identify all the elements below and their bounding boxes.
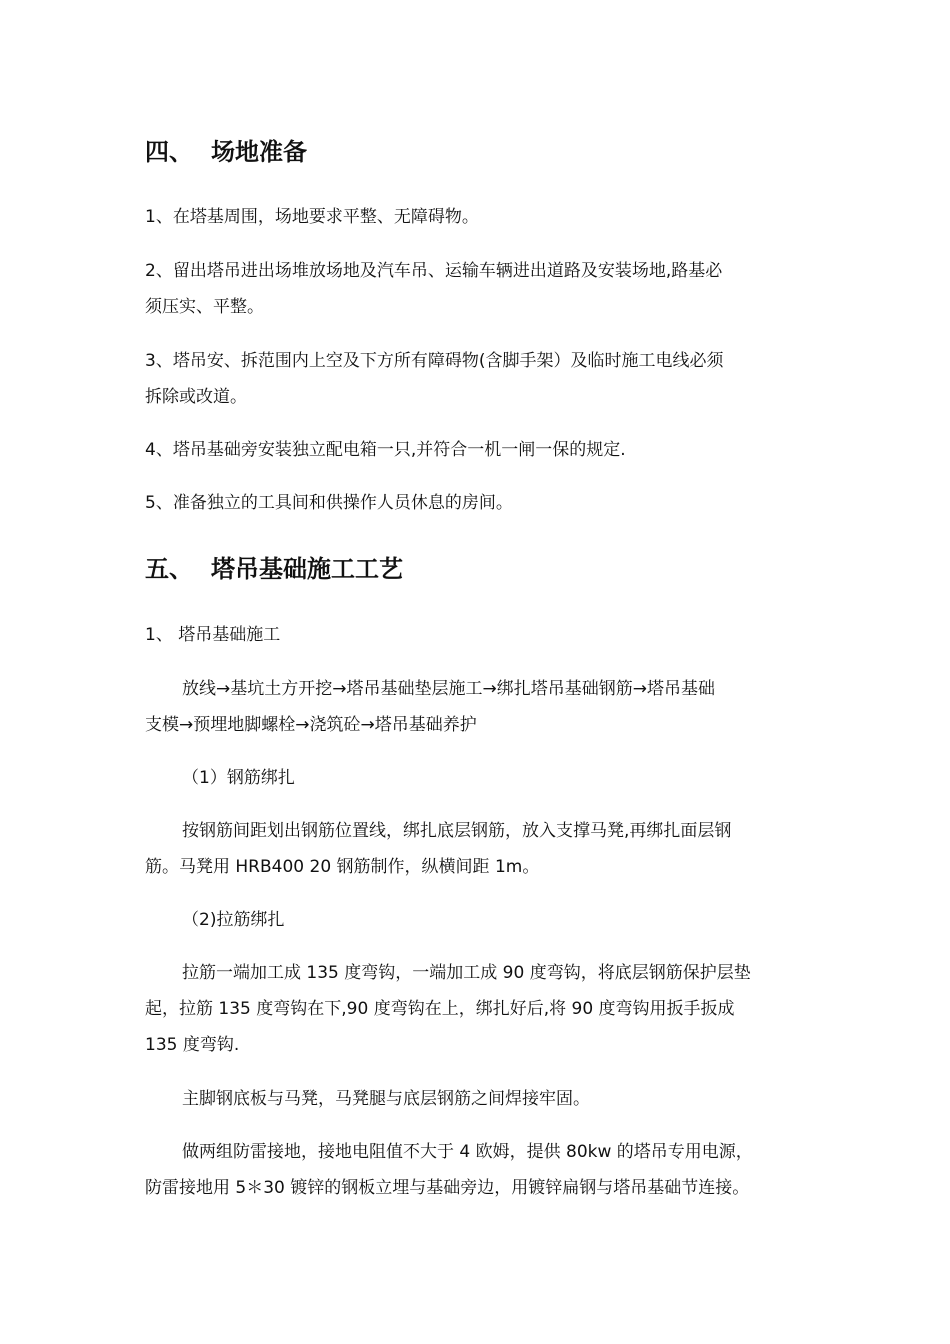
list-item-continued: 拆除或改道。 [145, 387, 247, 407]
paragraph-line: 135 度弯钩. [145, 1035, 240, 1055]
section-number: 四、 [145, 138, 193, 166]
list-item: 3、塔吊安、拆范围内上空及下方所有障碍物(含脚手架）及临时施工电线必须 [145, 351, 724, 371]
section-title: 场地准备 [211, 138, 307, 166]
list-item: 1、在塔基周围，场地要求平整、无障碍物。 [145, 207, 479, 227]
paragraph-line: 起，拉筋 135 度弯钩在下,90 度弯钩在上，绑扎好后,将 90 度弯钩用扳手扳成 [145, 999, 735, 1019]
section-number: 五、 [145, 555, 193, 583]
section-title: 塔吊基础施工工艺 [211, 555, 403, 583]
section-heading-4 [145, 136, 307, 168]
step-title-rebar-binding: （1）钢筋绑扎 [182, 768, 295, 788]
subsection-title: 1、 塔吊基础施工 [145, 625, 281, 645]
list-item: 2、留出塔吊进出场堆放场地及汽车吊、运输车辆进出道路及安装场地,路基必 [145, 261, 723, 281]
process-flow-line: 放线→基坑土方开挖→塔吊基础垫层施工→绑扎塔吊基础钢筋→塔吊基础 [182, 679, 715, 699]
list-item: 5、准备独立的工具间和供操作人员休息的房间。 [145, 493, 513, 513]
section-heading-5 [145, 553, 403, 585]
paragraph-weld: 主脚钢底板与马凳，马凳腿与底层钢筋之间焊接牢固。 [182, 1089, 590, 1109]
list-item: 4、塔吊基础旁安装独立配电箱一只,并符合一机一闸一保的规定. [145, 440, 626, 460]
list-item-continued: 须压实、平整。 [145, 297, 264, 317]
paragraph-line: 筋。马凳用 HRB400 20 钢筋制作，纵横间距 1m。 [145, 857, 540, 877]
step-title-tie-bar-binding: （2)拉筋绑扎 [182, 910, 285, 930]
paragraph-line: 做两组防雷接地，接地电阻值不大于 4 欧姆，提供 80kw 的塔吊专用电源， [182, 1142, 753, 1162]
paragraph-line: 拉筋一端加工成 135 度弯钩，一端加工成 90 度弯钩，将底层钢筋保护层垫 [182, 963, 751, 983]
paragraph-line: 按钢筋间距划出钢筋位置线，绑扎底层钢筋，放入支撑马凳,再绑扎面层钢 [182, 821, 732, 841]
paragraph-line: 防雷接地用 5＊30 镀锌的钢板立埋与基础旁边，用镀锌扁钢与塔吊基础节连接。 [145, 1178, 750, 1198]
process-flow-line: 支模→预埋地脚螺栓→浇筑砼→塔吊基础养护 [145, 715, 477, 735]
